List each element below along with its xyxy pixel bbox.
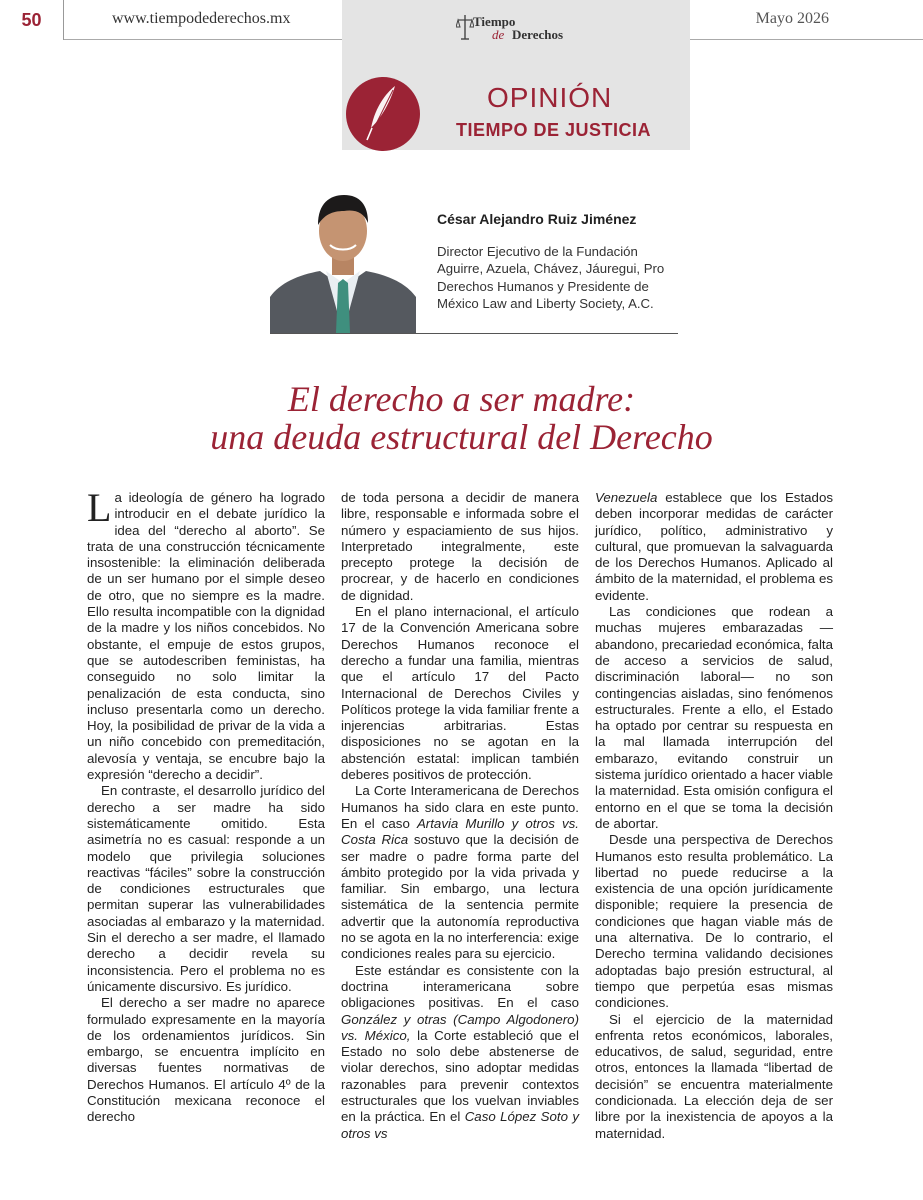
quill-icon (345, 76, 421, 152)
paragraph: Las condiciones que rodean a muchas mujeres embarazadas —abandono, precariedad económica, falta de acceso a servicios de salud, discriminación laboral— no son contingencias aisladas, sino fenómenos estructurales. Frente a ello, el Estado ha optado por centrar su respuesta en la mal llamada interrupción del embarazo, evitando construir un sistema jurídico orientado a hacer viable la maternidad. Esta omisión configura el entorno en el que se toma la decisión de abortar. (595, 604, 833, 831)
logo-text-derechos: Derechos (512, 27, 564, 42)
paragraph (87, 485, 325, 783)
author-name: César Alejandro Ruiz Jiménez (437, 211, 637, 227)
paragraph-text: la Corte estableció que el Estado no solo debe abstenerse de violar derechos, sino adoptar medidas razonables para prevenir contextos estructurales que los vuelvan inviables en la práctica. En el (341, 1027, 580, 1125)
drop-cap: L (87, 485, 112, 530)
paragraph: El derecho a ser madre no aparece formulado expresamente en la mayoría de los ordenamientos jurídicos. Sin embargo, se encuentra implícito en diversas fuentes normativas de Derechos Humanos. El artículo 4º de la Constitución mexicana reconoce el derecho (87, 995, 325, 1125)
author-photo (270, 187, 416, 333)
paragraph (341, 783, 579, 962)
case-name: Artavia Murillo y otros vs. Costa Rica (341, 815, 579, 848)
paragraph: de toda persona a decidir de manera libre, responsable e informada sobre el número y espaciamiento de sus hijos. Interpretado integralmente, este precepto protege la decisión de procrear, y de hacerlo en condiciones de dignidad. (341, 490, 579, 603)
issue-date: Mayo 2026 (755, 10, 829, 27)
case-name: Venezuela (595, 490, 658, 505)
article-column-2 (341, 490, 579, 1142)
case-name: González y otras (Campo Algodonero) vs. México, (341, 1011, 579, 1043)
paragraph-text: establece que los Estados deben incorporar medidas de carácter jurídico, político, administrativo y cultural, que promuevan la salvaguarda de los Derechos Humanos. Aplicado al ámbito de la maternidad, el problema es evidente. (595, 490, 833, 603)
article-title (0, 380, 923, 456)
paragraph (595, 490, 833, 604)
logo-text-de: de (492, 27, 505, 42)
site-url[interactable]: www.tiempodederechos.mx (112, 10, 291, 27)
header-rule-left (64, 39, 342, 40)
paragraph (341, 963, 579, 1142)
article-column-1 (87, 485, 325, 1126)
paragraph: Desde una perspectiva de Derechos Humanos esto resulta problemático. La libertad no puede reducirse a la existencia de una opción jurídicamente disponible; requiere la presencia de condiciones que hagan viable más de una alternativa. De lo contrario, el Derecho termina validando decisiones adoptadas bajo presión estructural, al tiempo que perpetúa esas mismas condiciones. (595, 832, 833, 1011)
logo-text-tiempo: Tiempo (473, 14, 516, 29)
magazine-logo (456, 12, 586, 44)
paragraph-text: Este estándar es consistente con la doctrina interamericana sobre obligaciones positivas. En el caso (341, 962, 579, 1011)
case-name: Caso López Soto y otros vs (341, 1109, 579, 1141)
title-line-1: El derecho a ser madre: (287, 379, 636, 419)
header-rule-right (690, 39, 923, 40)
author-divider (270, 333, 678, 334)
paragraph: En contraste, el desarrollo jurídico del derecho a ser madre ha sido sistemáticamente omitido. Esta asimetría no es casual: responde a un modelo que privilegia soluciones reactivas “fáciles” sobre la construcción de condiciones estructurales que permitan superar las vulnerabilidades asociadas al embarazo y la maternidad. Sin el derecho a ser madre, el llamado derecho a decidir revela su inconsistencia. Pero el problema no es únicamente discursivo. Es jurídico. (87, 783, 325, 994)
column-title: TIEMPO DE JUSTICIA (456, 120, 652, 140)
paragraph: Si el ejercicio de la maternidad enfrenta retos económicos, laborales, educativos, de salud, seguridad, entre otros, entonces la llamada “libertad de decisión” se encuentra materialmente condicionada. La elección deja de ser libre por la inexistencia de apoyos a la maternidad. (595, 1011, 833, 1141)
title-line-2: una deuda estructural del Derecho (210, 417, 713, 457)
article-column-3 (595, 490, 833, 1142)
paragraph-text: La Corte Interamericana de Derechos Humanos ha sido clara en este punto. En el caso (341, 783, 579, 831)
paragraph-text: a ideología de género ha logrado introducir en el debate jurídico la idea del “derecho al aborto”. Se trata de una construcción técnicamente insostenible: la eliminación deliberada de un ser humano por el simple deseo de otro, que no siempre es la madre. Ello resulta incompatible con la dignidad de la madre y los niños concebidos. No obstante, el empuje de estos grupos, que se autodescriben feministas, ha conseguido no solo limitar la penalización de esta conducta, sino incluso presentarla como un derecho. Hoy, la posibilidad de privar de la vida a un niño concebido con premeditación, alevosía y ventaja, se encubre bajo la expresión “derecho a decidir”. (87, 490, 325, 783)
paragraph-text: sostuvo que la decisión de ser madre o padre forma parte del ámbito protegido por la vida privada y familiar. Sin embargo, una lectura sistemática de la sentencia permite advertir que la autonomía reproductiva no se agota en la no interferencia: exige condiciones reales para su ejercicio. (341, 832, 579, 962)
scales-icon (456, 12, 474, 42)
author-bio: Director Ejecutivo de la Fundación Aguirre, Azuela, Chávez, Jáuregui, Pro Derechos Humanos y Presidente de México Law and Liberty Society, A.C. (437, 244, 665, 312)
paragraph: En el plano internacional, el artículo 17 de la Convención Americana sobre Derechos Humanos reconoce el derecho a fundar una familia, mientras que el artículo 17 del Pacto Internacional de Derechos Civiles y Políticos protege la vida familiar frente a injerencias arbitrarias. Estas disposiciones no se agotan en la abstención estatal: implican también deberes positivos de protección. (341, 604, 579, 783)
section-title: OPINIÓN (487, 82, 613, 113)
page-number: 50 (0, 0, 64, 40)
